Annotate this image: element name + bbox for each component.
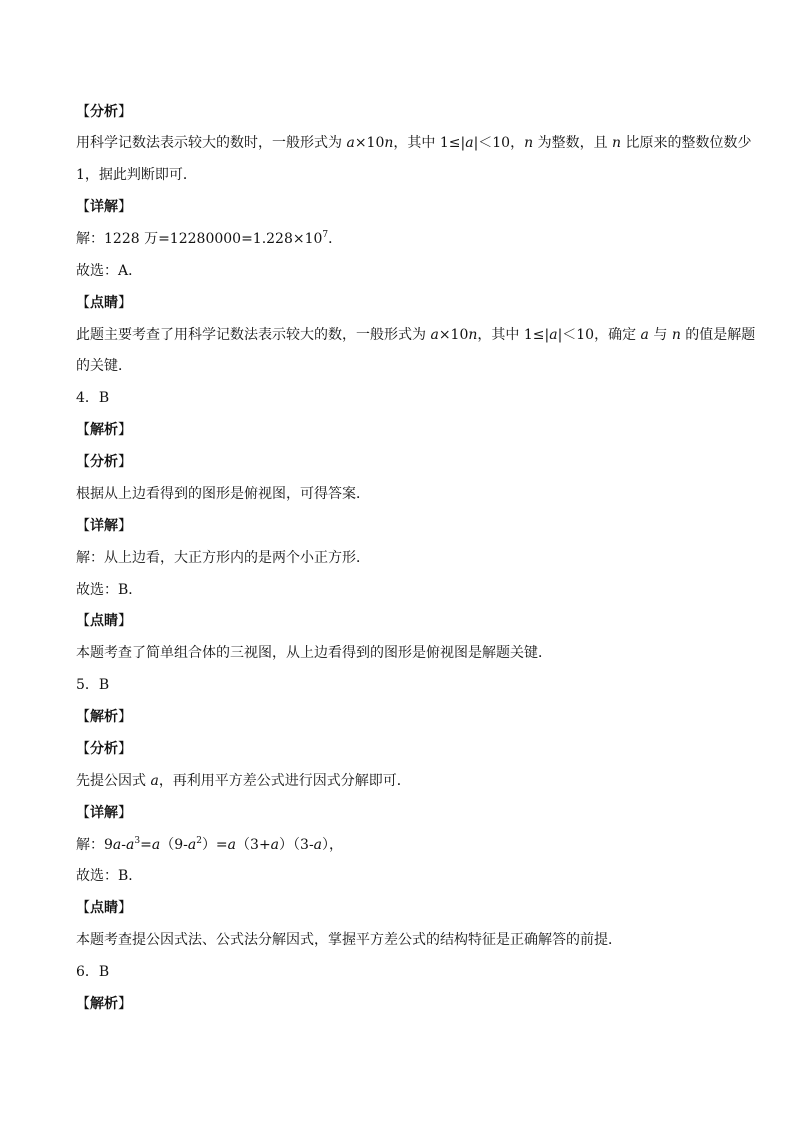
detail-text: 解：从上边看，大正方形内的是两个小正方形． — [76, 550, 370, 566]
heading-detail: 【详解】 — [76, 805, 132, 821]
answer-text: 故选：A． — [76, 263, 143, 279]
heading-analysis: 【分析】 — [76, 104, 132, 120]
heading-solution: 【解析】 — [76, 709, 132, 725]
question-5-answer: 5．B — [76, 677, 110, 693]
analysis-text: 用科学记数法表示较大的数时，一般形式为 a×10n，其中 1≤|a|＜10，n 为整数，且 n 比原来的整数位数少 — [76, 135, 752, 151]
question-6-answer: 6．B — [76, 964, 110, 980]
heading-solution: 【解析】 — [76, 422, 132, 438]
heading-comment: 【点睛】 — [76, 613, 132, 629]
heading-solution: 【解析】 — [76, 996, 132, 1012]
comment-text: 本题考查提公因式法、公式法分解因式，掌握平方差公式的结构特征是正确解答的前提． — [76, 932, 622, 948]
analysis-text: 先提公因式 a，再利用平方差公式进行因式分解即可． — [76, 773, 411, 789]
answer-text: 故选：B． — [76, 582, 143, 598]
question-4-answer: 4．B — [76, 390, 110, 406]
detail-text: 解：1228 万$=12280000=1.228\times 10^7$． — [76, 230, 343, 247]
heading-analysis: 【分析】 — [76, 454, 132, 470]
detail-text: 解：$9a-a^3=a(9-a^2)=a(3+a)(3-a)$， — [76, 836, 344, 853]
heading-comment: 【点睛】 — [76, 295, 132, 311]
heading-detail: 【详解】 — [76, 199, 132, 215]
heading-analysis: 【分析】 — [76, 741, 132, 757]
analysis-text-cont: 1，据此判断即可． — [76, 167, 197, 183]
analysis-text: 根据从上边看得到的图形是俯视图，可得答案． — [76, 486, 370, 502]
comment-text-cont: 的关键． — [76, 358, 132, 374]
heading-comment: 【点睛】 — [76, 900, 132, 916]
heading-detail: 【详解】 — [76, 518, 132, 534]
answer-text: 故选：B． — [76, 868, 143, 884]
comment-text: 此题主要考查了用科学记数法表示较大的数，一般形式为 a×10n，其中 1≤|a|＜10，确定 a 与 n 的值是解题 — [76, 327, 756, 343]
comment-text: 本题考查了简单组合体的三视图，从上边看得到的图形是俯视图是解题关键． — [76, 645, 552, 661]
